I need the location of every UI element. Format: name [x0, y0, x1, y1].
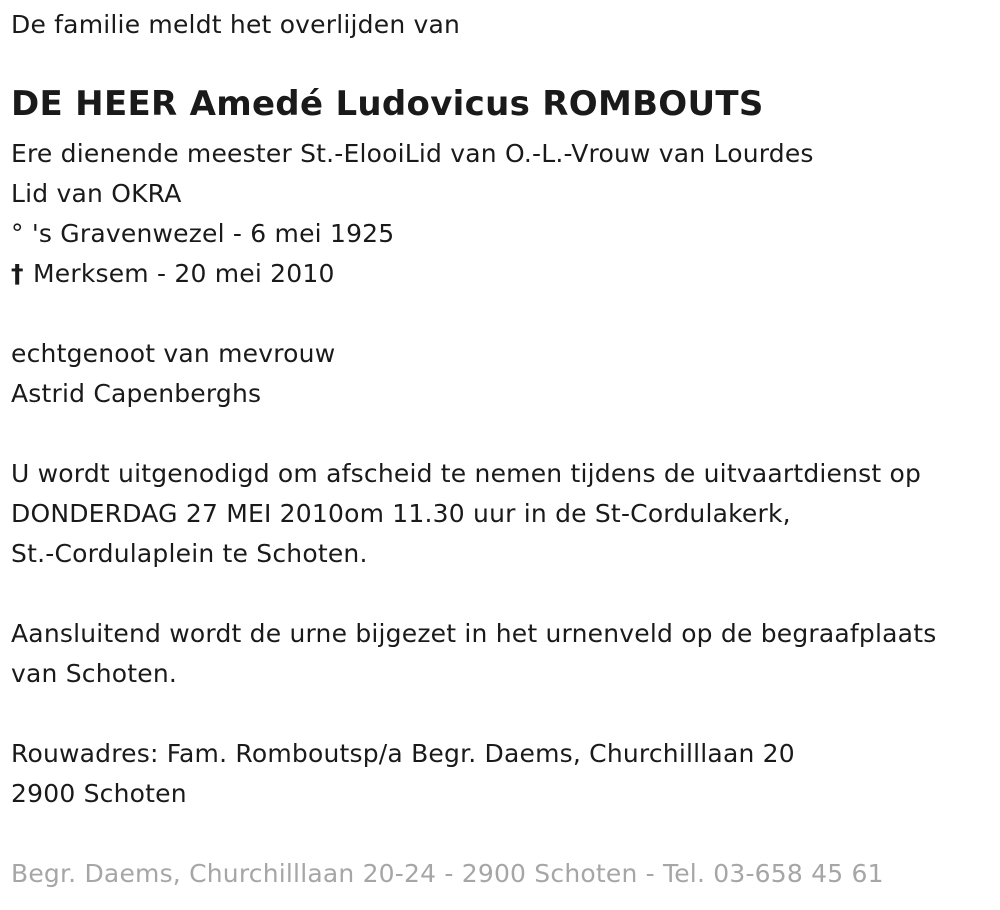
title-line-1: Ere dienende meester St.-ElooiLid van O.-L.-Vrouw van Lourdes — [11, 139, 814, 168]
birth-symbol: ° — [11, 219, 24, 248]
burial-line-1: Aansluitend wordt de urne bijgezet in het urnenveld op de begraafplaats — [11, 619, 937, 648]
service-line-2: DONDERDAG 27 MEI 2010om 11.30 uur in de St-Cordulakerk, — [11, 499, 791, 528]
spouse-name: Astrid Capenberghs — [11, 379, 262, 408]
burial-line-2: van Schoten. — [11, 659, 178, 688]
death-line — [11, 259, 335, 289]
funeral-home-footer: Begr. Daems, Churchilllaan 20-24 - 2900 Schoten - Tel. 03-658 45 61 — [11, 859, 884, 888]
title-line-2: Lid van OKRA — [11, 179, 182, 208]
address-line-1: Rouwadres: Fam. Romboutsp/a Begr. Daems, Churchilllaan 20 — [11, 739, 795, 768]
birth-details: 's Gravenwezel - 6 mei 1925 — [31, 219, 395, 248]
birth-line — [11, 219, 394, 249]
service-line-1: U wordt uitgenodigd om afscheid te nemen tijdens de uitvaartdienst op — [11, 459, 922, 488]
cross-icon: † — [11, 259, 24, 288]
death-details: Merksem - 20 mei 2010 — [33, 259, 335, 288]
intro-text: De familie meldt het overlijden van — [11, 10, 461, 39]
service-line-3: St.-Cordulaplein te Schoten. — [11, 539, 368, 568]
address-line-2: 2900 Schoten — [11, 779, 187, 808]
spouse-label: echtgenoot van mevrouw — [11, 339, 336, 368]
deceased-name: DE HEER Amedé Ludovicus ROMBOUTS — [11, 84, 764, 124]
